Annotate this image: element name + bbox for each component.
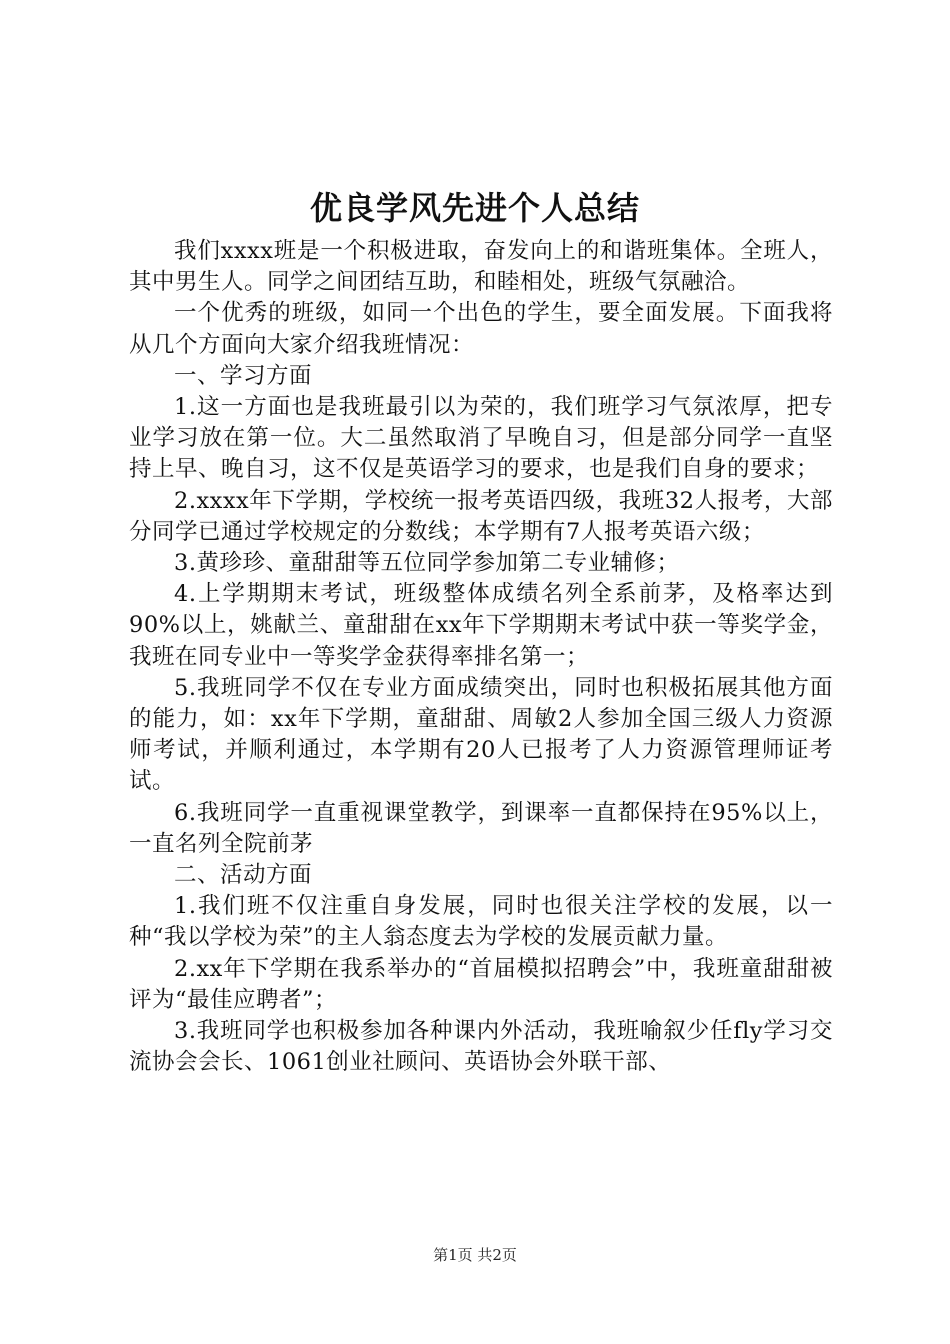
- paragraph-intro: 我们xxxx班是一个积极进取，奋发向上的和谐班集体。全班人，其中男生人。同学之间团结互助，和睦相处，班级气氛融洽。: [129, 238, 833, 296]
- paragraph-activities-2: 2.xx年下学期在我系举办的“首届模拟招聘会”中，我班童甜甜被评为“最佳应聘者”；: [129, 955, 833, 1013]
- paragraph-study-5: 5.我班同学不仅在专业方面成绩突出，同时也积极拓展其他方面的能力，如：xx年下学期，童甜甜、周敏2人参加全国三级人力资源师考试，并顺利通过，本学期有20人已报考了人力资源管理师证考试。: [129, 674, 833, 795]
- document-title: 优良学风先进个人总结: [309, 189, 640, 227]
- paragraph-study-3: 3.黄珍珍、童甜甜等五位同学参加第二专业辅修；: [174, 550, 680, 577]
- paragraph-study-4: 4.上学期期末考试，班级整体成绩名列全系前茅，及格率达到90%以上，姚献兰、童甜甜在xx年下学期期末考试中获一等奖学金，我班在同专业中一等奖学金获得率排名第一；: [129, 581, 833, 670]
- paragraph-study-1: 1.这一方面也是我班最引以为荣的，我们班学习气氛浓厚，把专业学习放在第一位。大二虽然取消了早晚自习，但是部分同学一直坚持上早、晚自习，这不仅是英语学习的要求，也是我们自身的要求；: [129, 394, 833, 483]
- document-body: [129, 236, 833, 1078]
- paragraph-activities-1: 1.我们班不仅注重自身发展，同时也很关注学校的发展，以一种“我以学校为荣”的主人翁态度去为学校的发展贡献力量。: [129, 893, 833, 951]
- page-footer: 第1页 共2页: [433, 1246, 517, 1264]
- section-heading-study: 一、学习方面: [174, 362, 313, 389]
- paragraph-activities-3: 3.我班同学也积极参加各种课内外活动，我班喻叙少任fly学习交流协会会长、1061创业社顾问、英语协会外联干部、: [129, 1018, 833, 1076]
- paragraph-overview: 一个优秀的班级，如同一个出色的学生，要全面发展。下面我将从几个方面向大家介绍我班情况：: [129, 300, 833, 358]
- paragraph-study-2: 2.xxxx年下学期，学校统一报考英语四级，我班32人报考，大部分同学已通过学校规定的分数线；本学期有7人报考英语六级；: [129, 487, 833, 545]
- paragraph-study-6: 6.我班同学一直重视课堂教学，到课率一直都保持在95%以上，一直名列全院前茅: [129, 799, 833, 857]
- section-heading-activities: 二、活动方面: [174, 862, 313, 889]
